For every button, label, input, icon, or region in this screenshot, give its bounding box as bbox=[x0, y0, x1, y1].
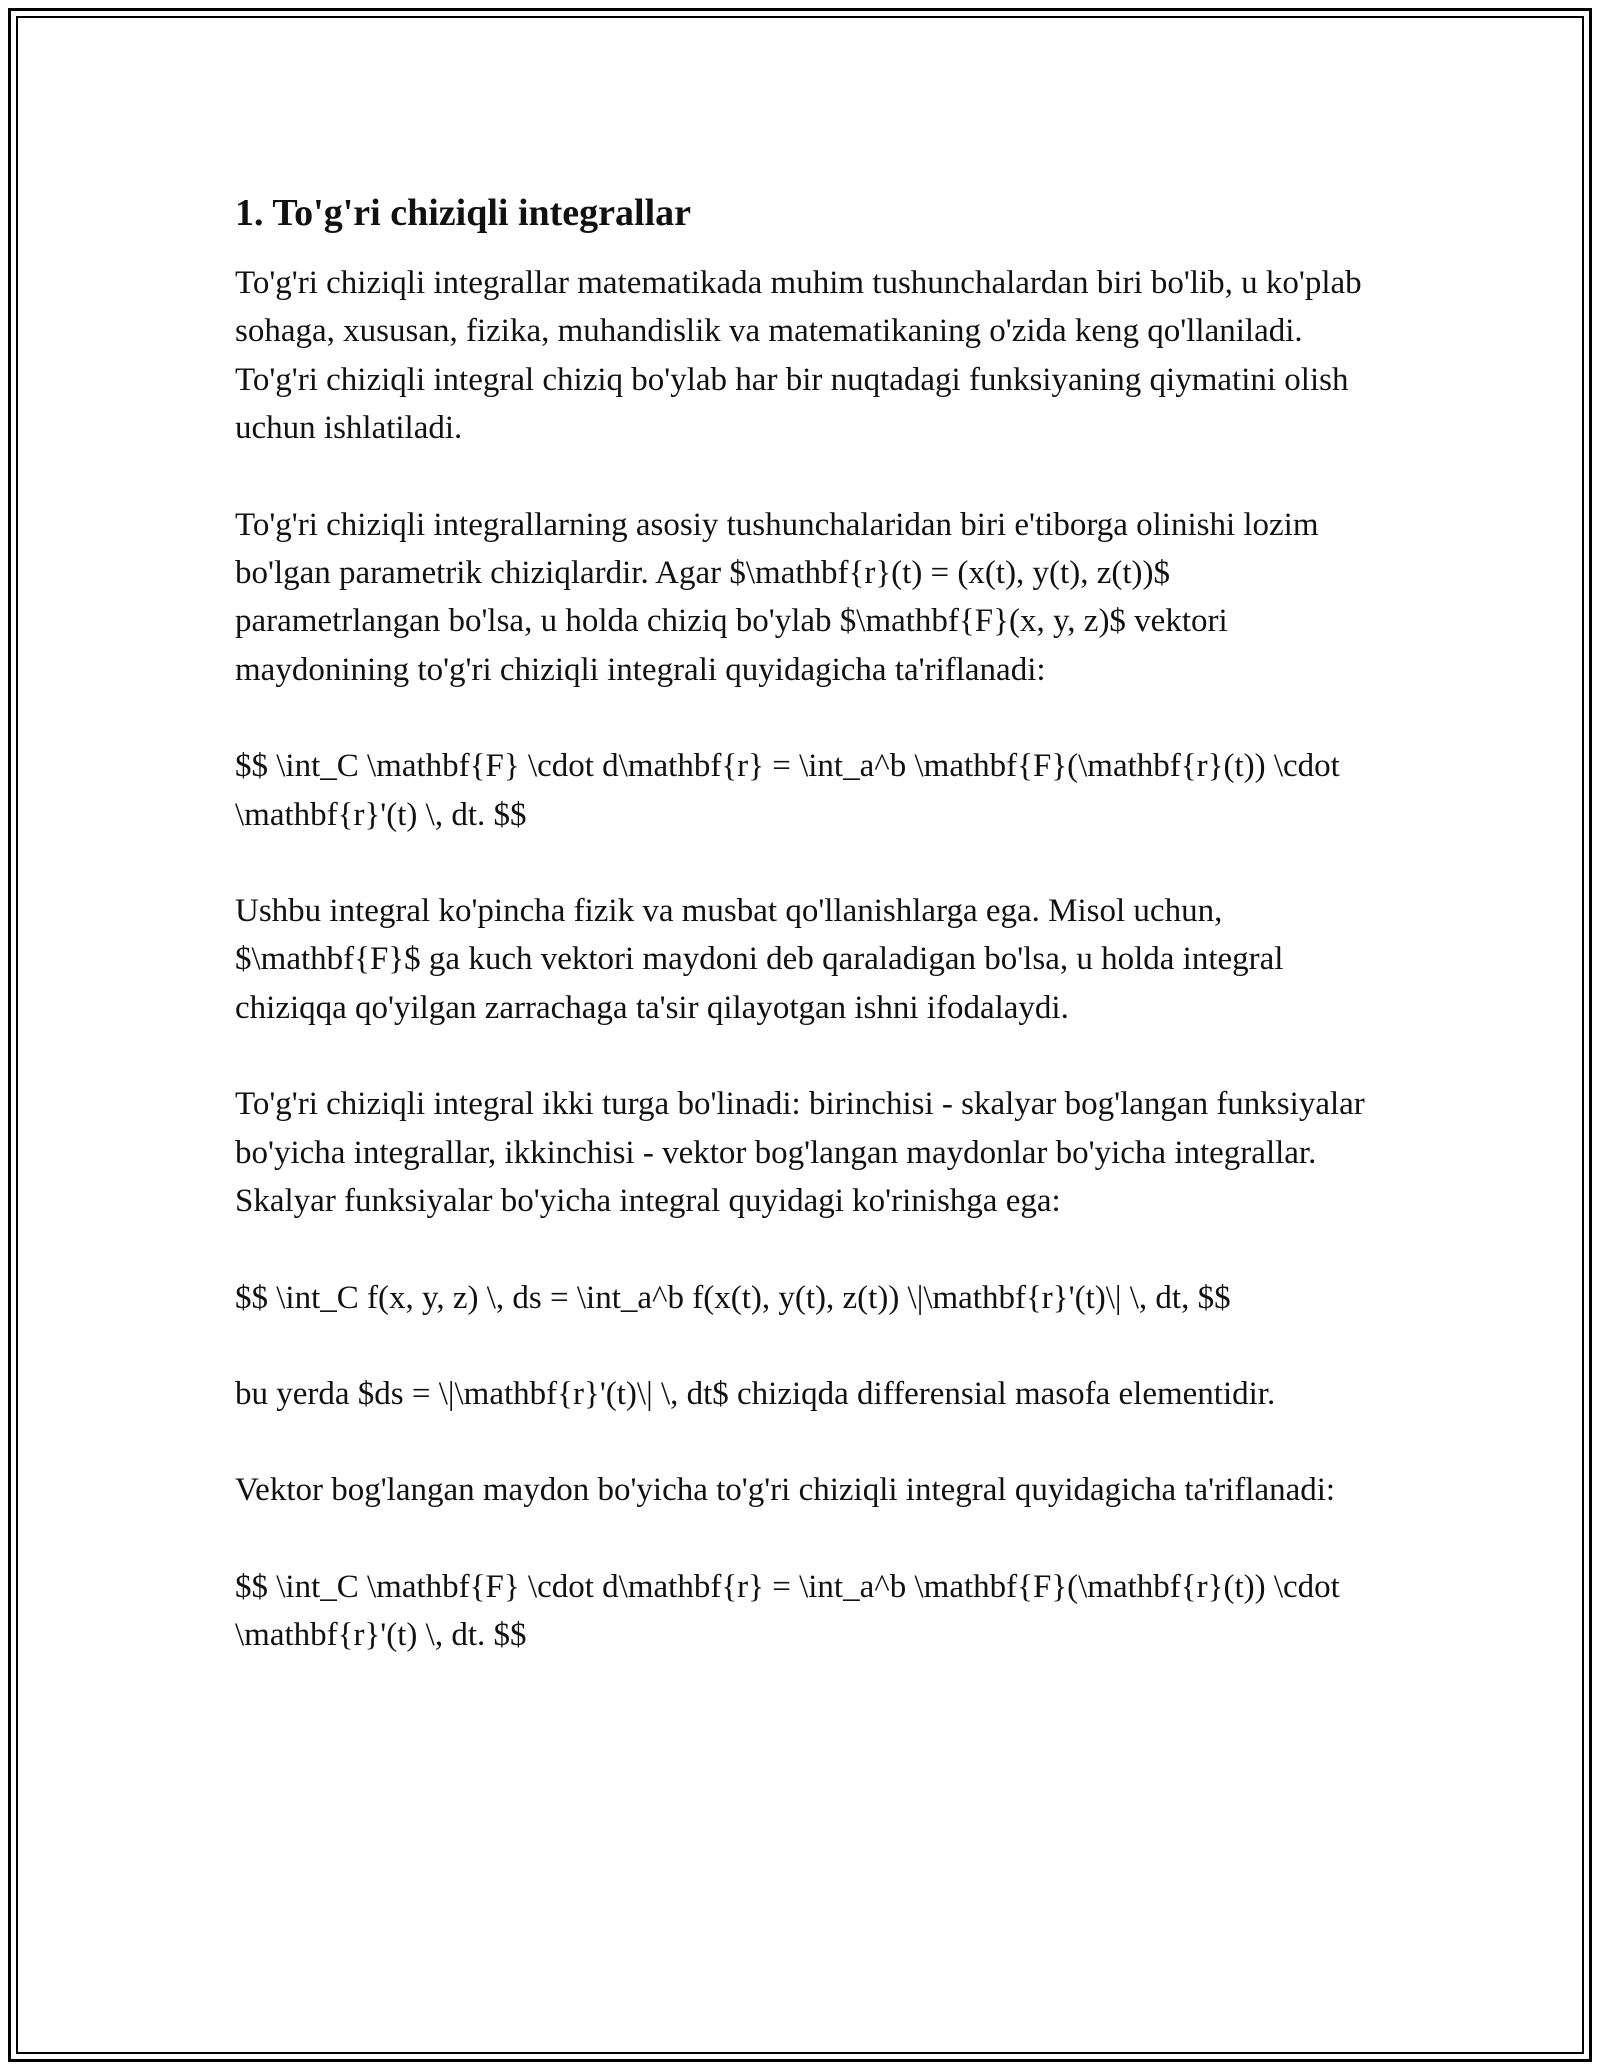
paragraph-intro: To'g'ri chiziqli integrallar matematikada muhim tushunchalardan biri bo'lib, u ko'plab sohaga, xususan, fizika, muhandislik va matematikaning o'zida keng qo'llaniladi. To'g'ri chiziqli integral chiziq bo'ylab har bir nuqtadagi funksiyaning qiymatini olish uchun ishlatiladi. bbox=[235, 265, 1362, 447]
formula-vector-line-integral-repeat: $$ \int_C \mathbf{F} \cdot d\mathbf{r} = \int_a^b \mathbf{F}(\mathbf{r}(t)) \cdot \mathbf{r}'(t) \, dt. $$ bbox=[235, 1568, 1340, 1654]
paragraph-integral-types: To'g'ri chiziqli integral ikki turga bo'linadi: birinchisi - skalyar bog'langan funksiyalar bo'yicha integrallar, ikkinchisi - vektor bog'langan maydonlar bo'yicha integrallar. Skalyar funksiyalar bo'yicha integral quyidagi ko'rinishga ega: bbox=[235, 1086, 1365, 1220]
document-body bbox=[235, 185, 1370, 1708]
section-heading: 1. To'g'ri chiziqli integrallar bbox=[235, 192, 691, 234]
paragraph-parametric-curves: To'g'ri chiziqli integrallarning asosiy tushunchalaridan biri e'tiborga olinishi lozim bo'lgan parametrik chiziqlardir. Agar $\mathbf{r}(t) = (x(t), y(t), z(t))$ parametrlangan bo'lsa, u holda chiziq bo'ylab $\mathbf{F}(x, y, z)$ vektori maydonining to'g'ri chiziqli integrali quyidagicha ta'riflanadi: bbox=[235, 506, 1319, 688]
paragraph-vector-field-intro: Vektor bog'langan maydon bo'yicha to'g'ri chiziqli integral quyidagicha ta'riflanadi: bbox=[235, 1472, 1336, 1509]
paragraph-ds-definition: bu yerda $ds = \|\mathbf{r}'(t)\| \, dt$ chiziqda differensial masofa elementidir. bbox=[235, 1375, 1276, 1412]
formula-scalar-line-integral: $$ \int_C f(x, y, z) \, ds = \int_a^b f(x(t), y(t), z(t)) \|\mathbf{r}'(t)\| \, dt, $$ bbox=[235, 1279, 1231, 1316]
formula-vector-line-integral: $$ \int_C \mathbf{F} \cdot d\mathbf{r} = \int_a^b \mathbf{F}(\mathbf{r}(t)) \cdot \mathbf{r}'(t) \, dt. $$ bbox=[235, 748, 1340, 833]
paragraph-physical-meaning: Ushbu integral ko'pincha fizik va musbat qo'llanishlarga ega. Misol uchun, $\mathbf{F}$ ga kuch vektori maydoni deb qaraladigan bo'lsa, u holda integral chiziqqa qo'yilgan zarrachaga ta'sir qilayotgan ishni ifodalaydi. bbox=[235, 893, 1284, 1026]
